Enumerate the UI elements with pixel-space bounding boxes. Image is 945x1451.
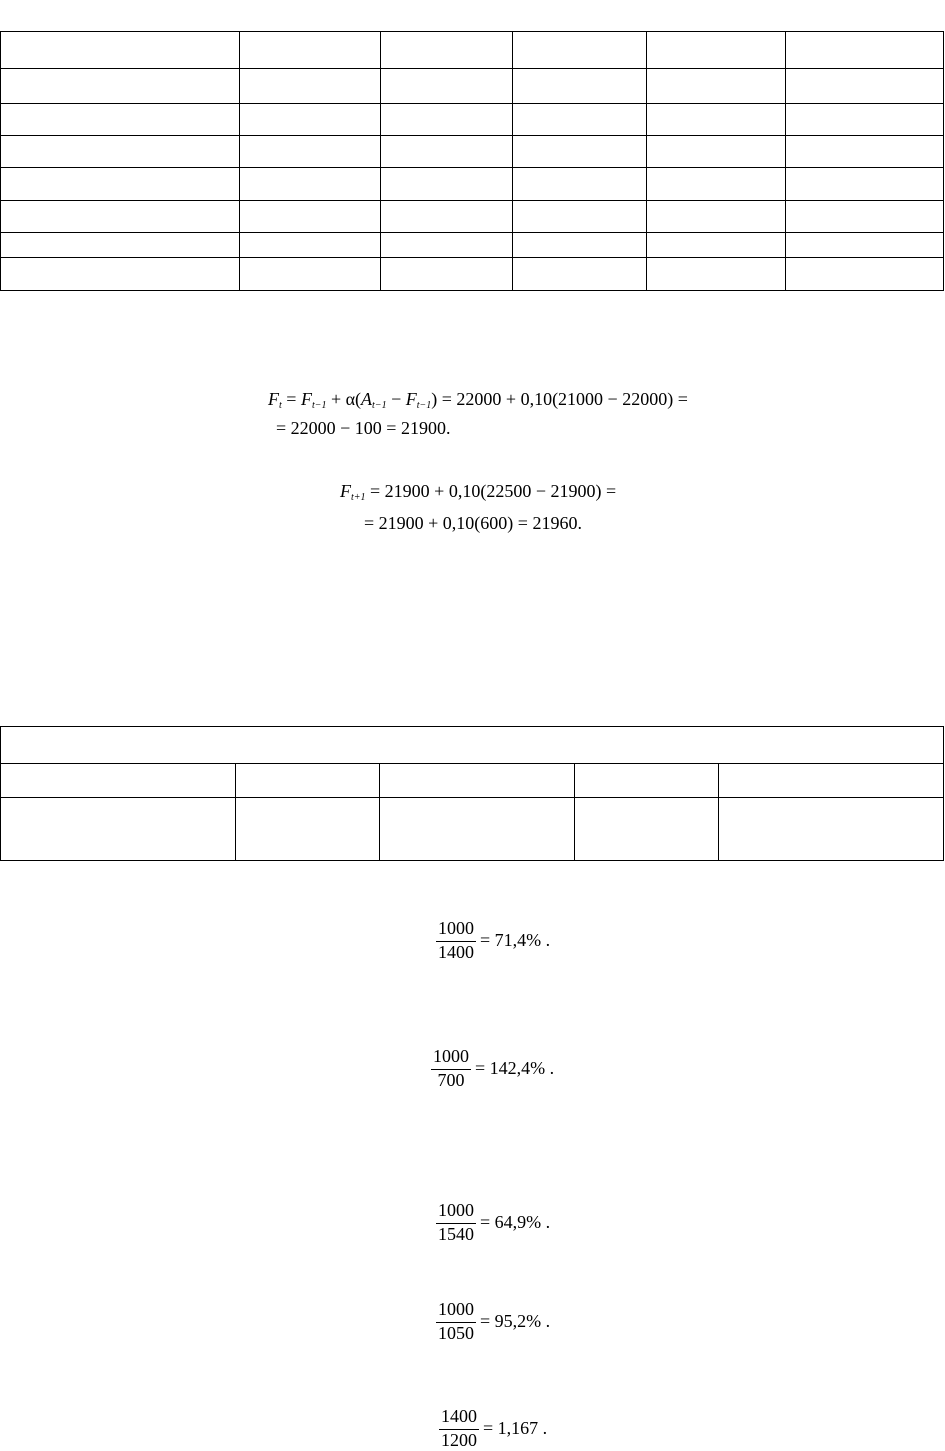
formula-subscript: t — [279, 400, 282, 411]
formula-2-line-2: = 21900 + 0,10(600) = 21960. — [364, 513, 582, 533]
fraction-denominator: 1540 — [438, 1224, 474, 1244]
formula-2-line-1 — [340, 480, 616, 509]
fraction-result: = 142,4% . — [475, 1058, 555, 1078]
formula-text: = — [281, 389, 301, 409]
table-row — [1, 798, 944, 861]
table-2 — [0, 726, 944, 861]
fraction-result: = 71,4% . — [480, 930, 551, 950]
fraction-result: = 64,9% . — [480, 1212, 551, 1232]
fraction-numerator: 1000 — [438, 1299, 474, 1319]
formula-symbol: F — [405, 389, 417, 409]
formula-text: ) = 22000 + 0,10(21000 − 22000) = — [431, 389, 688, 409]
table-row — [1, 233, 944, 258]
fraction-denominator: 1050 — [438, 1323, 474, 1343]
table-1 — [0, 31, 944, 291]
fraction-numerator: 1000 — [433, 1046, 469, 1066]
table-row — [1, 104, 944, 136]
table-row — [1, 201, 944, 233]
fraction-numerator: 1400 — [441, 1406, 477, 1426]
formula-subscript: t−1 — [416, 400, 432, 411]
fraction-numerator: 1000 — [438, 1200, 474, 1220]
table-row — [1, 258, 944, 291]
formula-subscript: t−1 — [311, 400, 327, 411]
formula-subscript: t−1 — [372, 400, 387, 411]
formula-symbol: F — [340, 481, 351, 501]
fraction-result: = 95,2% . — [480, 1311, 551, 1331]
table-row — [1, 69, 944, 104]
formula-text: = 21900 + 0,10(22500 − 21900) = — [365, 481, 617, 501]
formula-symbol: F — [268, 389, 279, 409]
fraction-denominator: 700 — [437, 1070, 465, 1090]
fraction-denominator: 1400 — [438, 942, 474, 962]
table-header-row — [1, 727, 944, 764]
table-row — [1, 32, 944, 69]
fraction-result: = 1,167 . — [483, 1418, 548, 1438]
formula-1-line-1 — [268, 388, 688, 417]
formula-text: − — [386, 389, 406, 409]
fraction-denominator: 1200 — [441, 1430, 477, 1450]
formula-1-line-2: = 22000 − 100 = 21900. — [276, 418, 451, 438]
table-row — [1, 136, 944, 168]
formula-symbol: F — [300, 389, 312, 409]
formula-symbol: A — [361, 389, 373, 409]
formula-subscript: t+1 — [351, 492, 366, 503]
fraction-numerator: 1000 — [438, 918, 474, 938]
table-row — [1, 168, 944, 201]
formula-text: + α( — [326, 389, 362, 409]
table-row — [1, 764, 944, 798]
